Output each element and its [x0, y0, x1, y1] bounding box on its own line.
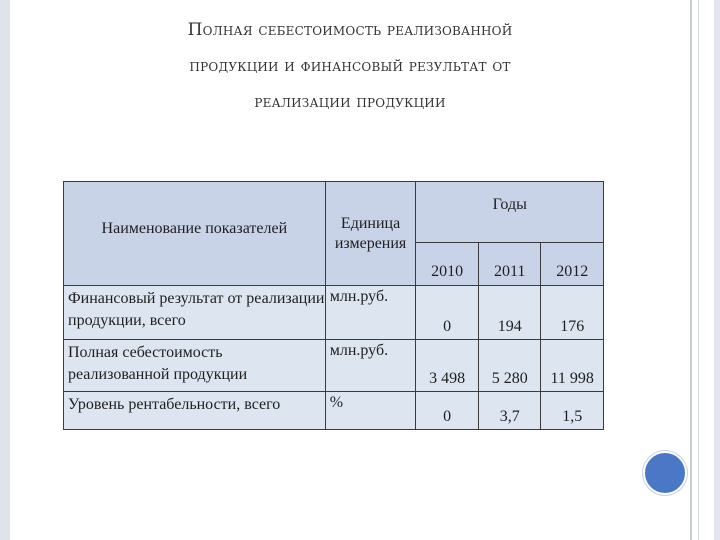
row-value-cell: 194 [478, 286, 541, 340]
title-line-3: реализации продукции [254, 92, 446, 112]
header-year-2011: 2011 [478, 243, 541, 286]
row-unit-cell: млн.руб. [325, 286, 416, 340]
slide-title [70, 12, 630, 120]
header-name-cell: Наименование показателей [64, 182, 326, 286]
row-value-cell: 5 280 [478, 340, 541, 392]
row-value-cell: 11 998 [541, 340, 604, 392]
header-year-2010: 2010 [416, 243, 479, 286]
slide-right-border [714, 0, 720, 540]
slide-left-border [0, 0, 10, 540]
row-unit-cell: млн.руб. [325, 340, 416, 392]
table-header-row [64, 182, 604, 243]
slide-right-rule-inner [698, 0, 699, 540]
row-value-cell: 3 498 [416, 340, 479, 392]
row-value-cell: 3,7 [478, 392, 541, 430]
decorative-circle-icon [643, 451, 687, 495]
row-name-cell: Уровень рентабельности, всего [64, 392, 326, 430]
title-line-2: продукции и финансовый результат от [189, 56, 511, 76]
row-unit-cell: % [325, 392, 416, 430]
header-years-cell: Годы [416, 182, 604, 243]
row-name-cell: Финансовый результат от реализации продукции, всего [64, 286, 326, 340]
table-row [64, 340, 604, 392]
row-value-cell: 1,5 [541, 392, 604, 430]
slide-right-rule [690, 0, 692, 540]
row-name-cell: Полная себестоимость реализованной продукции [64, 340, 326, 392]
row-value-cell: 0 [416, 392, 479, 430]
row-value-cell: 0 [416, 286, 479, 340]
row-value-cell: 176 [541, 286, 604, 340]
header-unit-cell: Единица измерения [325, 182, 416, 286]
header-year-2012: 2012 [541, 243, 604, 286]
indicators-table [63, 181, 604, 430]
table-row [64, 392, 604, 430]
title-line-1: Полная себестоимость реализованной [187, 20, 513, 40]
table-row [64, 286, 604, 340]
